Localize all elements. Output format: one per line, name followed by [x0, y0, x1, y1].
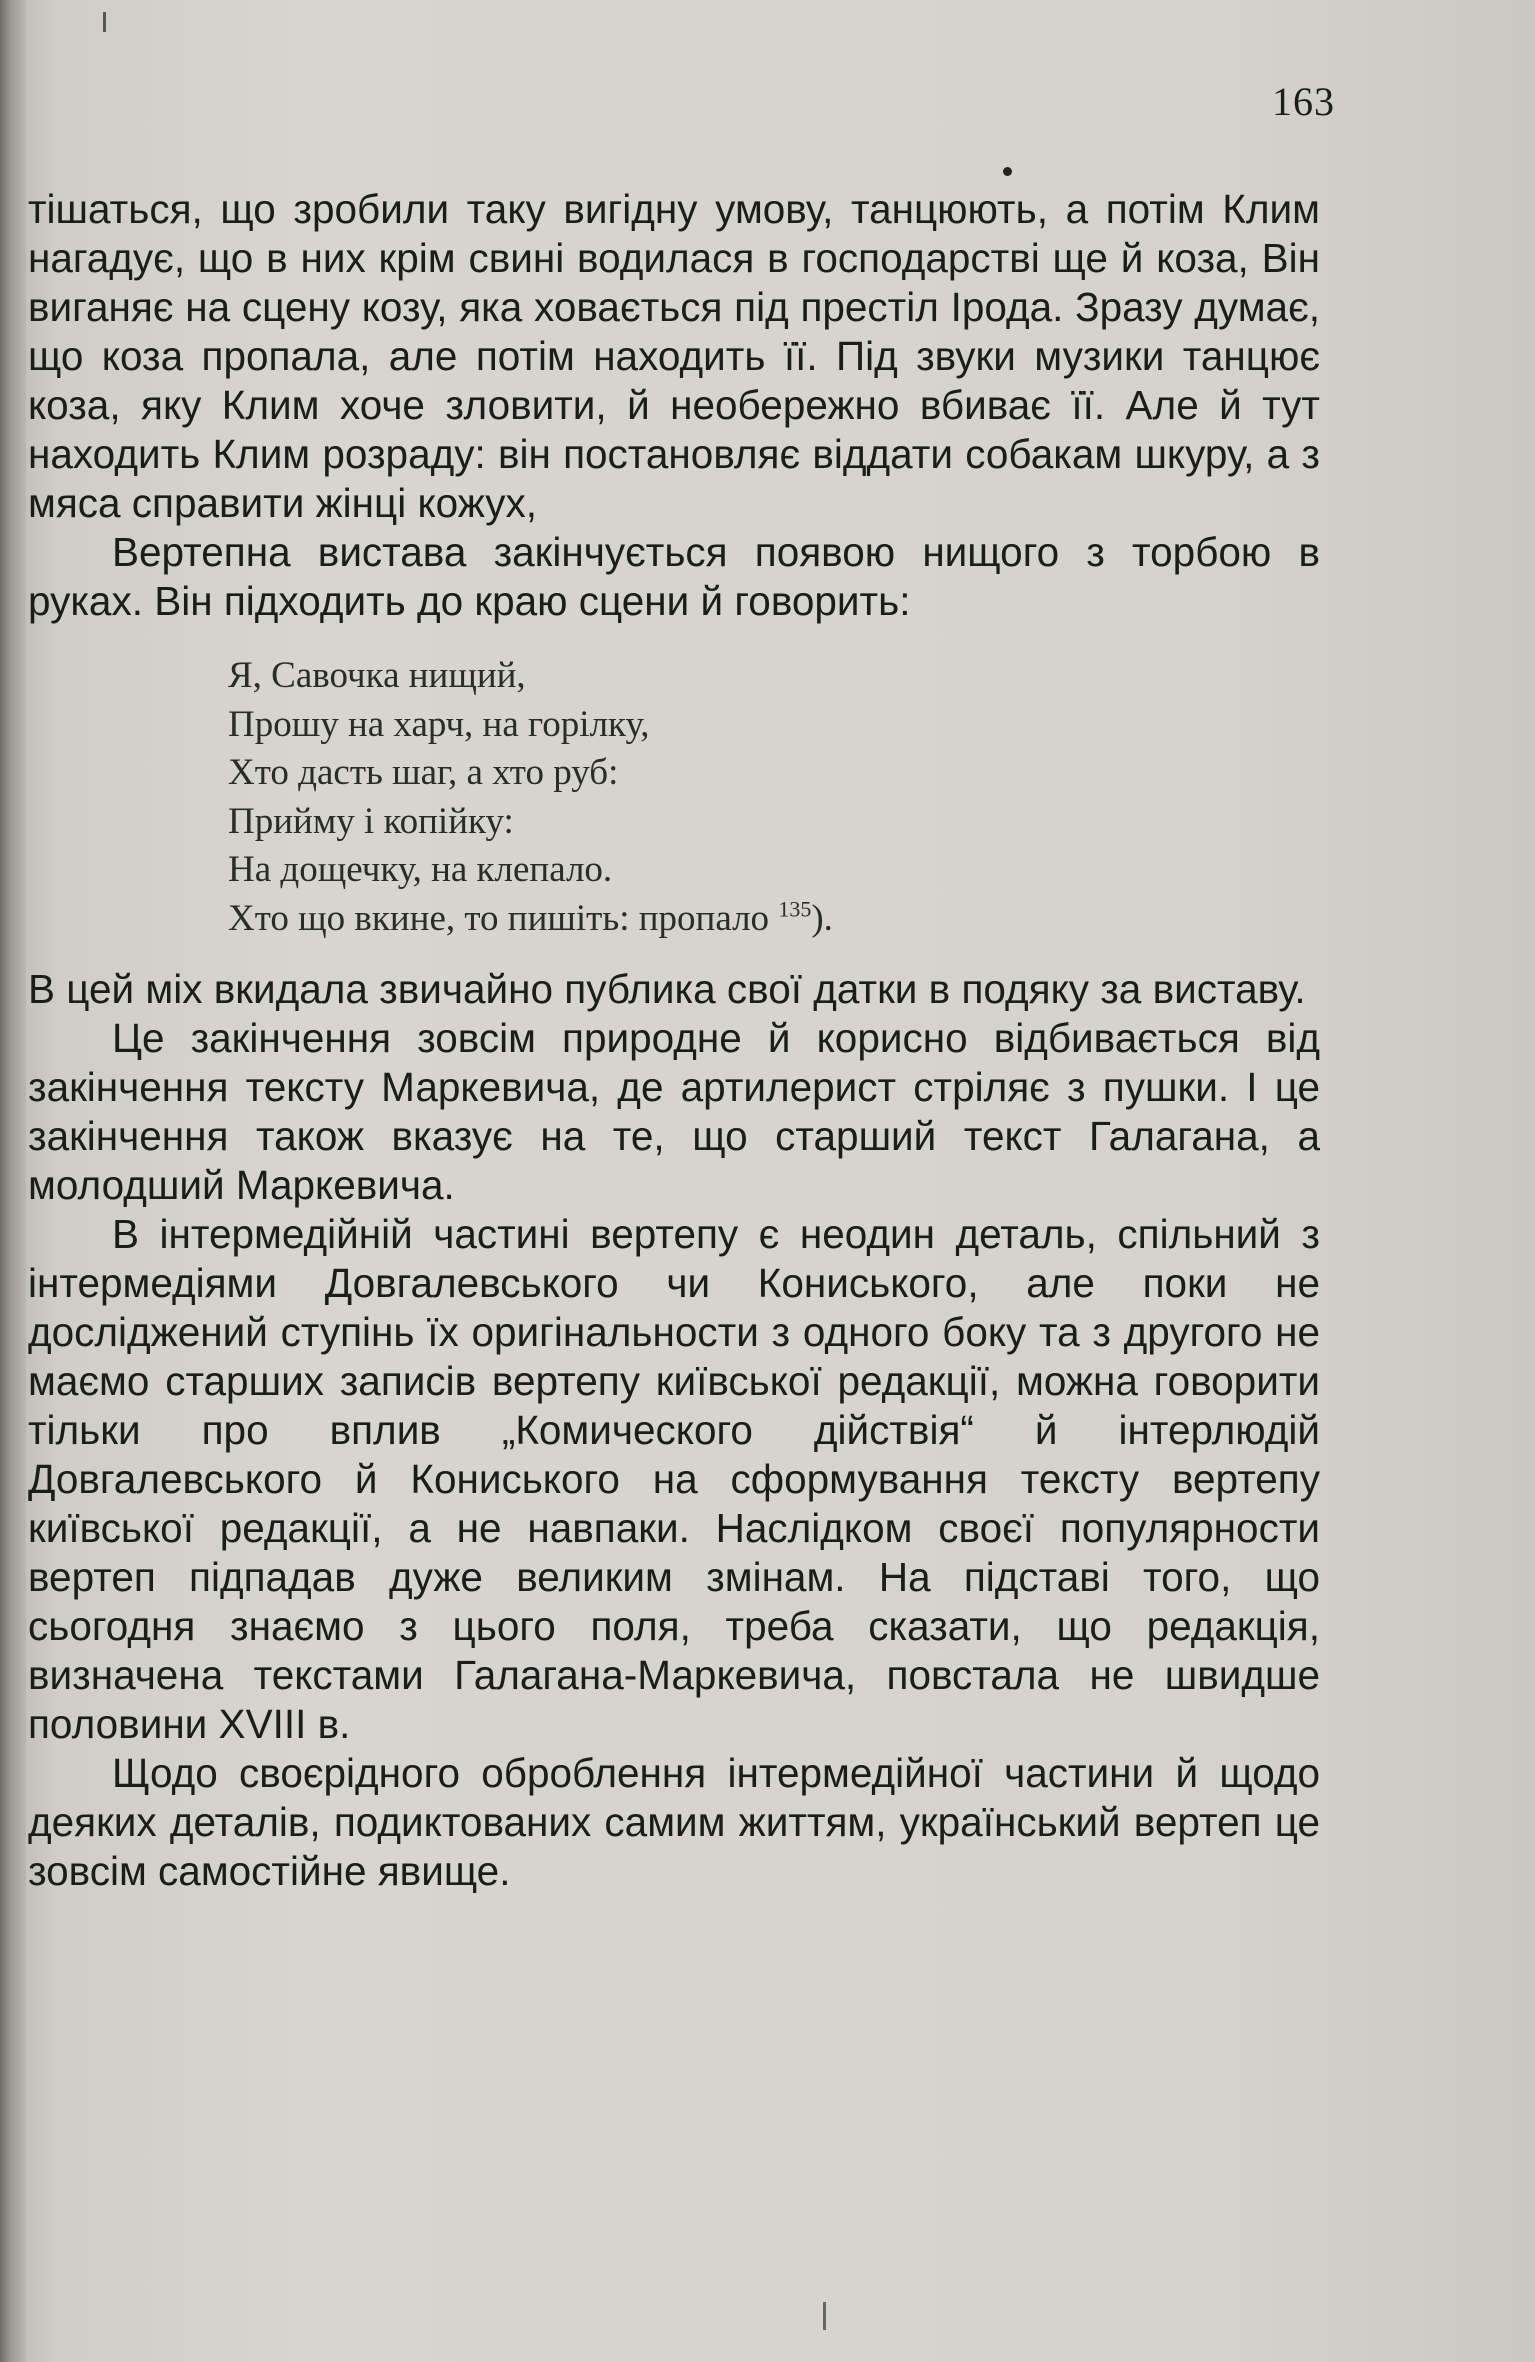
paragraph-3: В цей міх вкидала звичайно публика свої датки в подяку за виставу. [28, 966, 1306, 1012]
paragraph-6: Щодо своєрідного оброблення інтермедійної частини й щодо деяких деталів, подиктованих самим життям, український вертеп це зовсім самостійне явище. [28, 1750, 1320, 1894]
verse-line-4: Прийму і копійку: [228, 800, 514, 842]
paragraph-2: Вертепна вистава закінчується появою нищого з торбою в руках. Він підходить до краю сцени й говорить: [28, 529, 1320, 624]
page-number: 163 [1272, 79, 1335, 124]
paragraph-4: Це закінчення зовсім природне й корисно відбивається від закінчення тексту Маркевича, де артилерист стріляє з пушки. І це закінчення також вказує на те, що старший текст Галагана, а молодший Маркевича. [28, 1015, 1320, 1208]
ink-stroke [823, 2302, 826, 2330]
ink-speck [103, 12, 106, 32]
verse-line-1: Я, Савочка нищий, [228, 655, 526, 696]
footnote-ref: 135 [778, 896, 812, 922]
verse-closing: ). [811, 897, 833, 939]
verse-line-6 [228, 895, 1320, 944]
paragraph-5: В інтермедійній частині вертепу є неодин деталь, спільний з інтермедіями Довгалевського чи Кониського, але поки не досліджений ступінь їх оригінальности з одного боку та з другого не маємо старших записів вертепу київської редакції, можна говорити тільки про вплив „Комического дійствія“ й інтерлюдій Довгалевського й Кониського на сформування тексту вертепу київської редакції, а не навпаки. Наслідком своєї популярности вертеп підпадав дуже великим змінам. На підставі того, що сьогодня знаємо з цього поля, треба сказати, що редакція, визначена текстами Галагана-Маркевича, повстала не швидше половини XVIII в. [28, 1211, 1320, 1747]
verse-line-2: Прошу на харч, на горілку, [228, 703, 650, 745]
verse-line-6-text: Хто що вкине, то пишіть: пропало [228, 897, 770, 939]
verse-line-5: На дощечку, на клепало. [228, 849, 613, 890]
ink-dot [1003, 167, 1012, 176]
book-spine-shadow [0, 0, 26, 2362]
verse-line-3: Хто дасть шаг, а хто руб: [228, 752, 619, 793]
body-text [28, 185, 1320, 1896]
paragraph-1: тішаться, що зробили таку вигідну умову, танцюють, а потім Клим нагадує, що в них крім свині водилася в господарстві ще й коза, Він виганяє на сцену козу, яка ховається під престіл Ірода. Зразу думає, що коза пропала, але потім находить її. Під звуки музики танцює коза, яку Клим хоче зловити, й необережно вбиває її. Але й тут находить Клим розраду: він постановляє віддати собакам шкуру, а з мяса справити жінці кожух, [28, 186, 1320, 526]
verse-block [228, 652, 1320, 943]
